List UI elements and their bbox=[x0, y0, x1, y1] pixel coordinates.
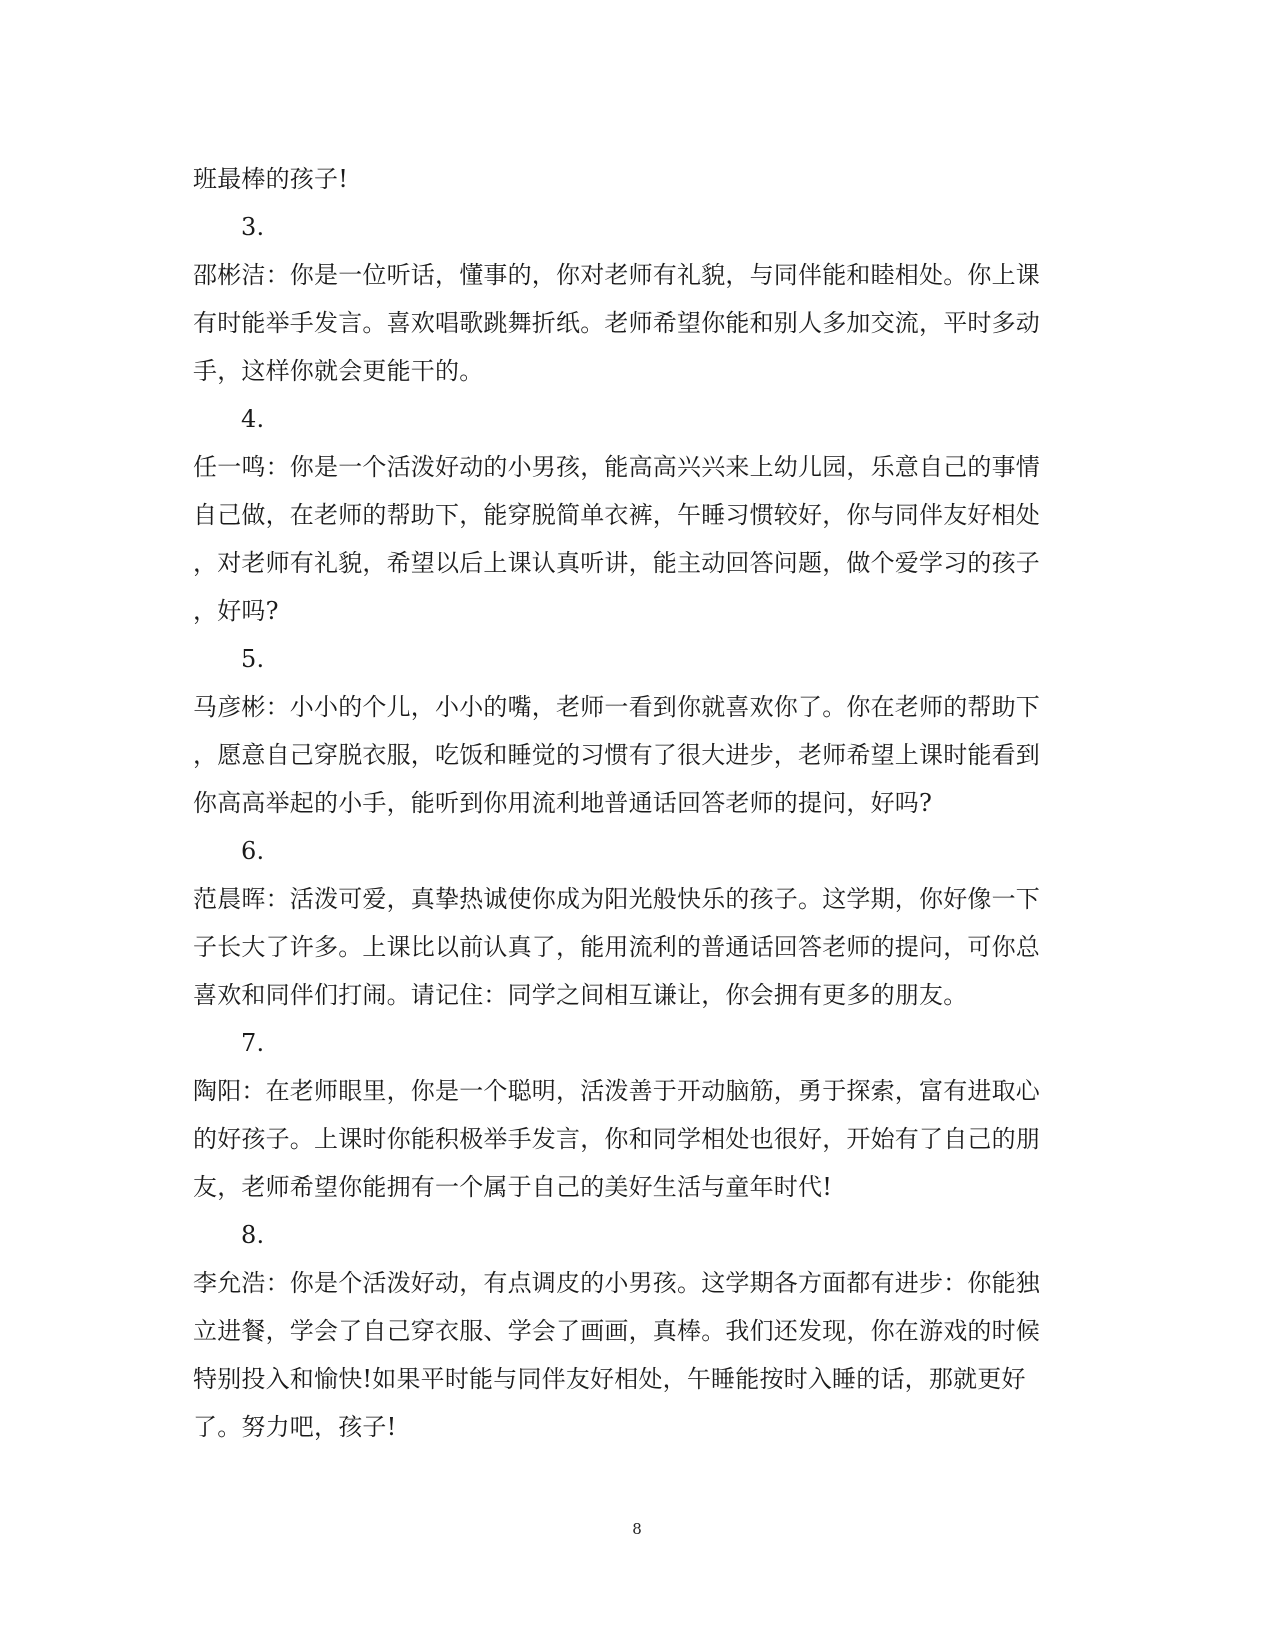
text-line: 班最棒的孩子! bbox=[193, 165, 349, 193]
text-line: 任一鸣：你是一个活泼好动的小男孩，能高高兴兴来上幼儿园，乐意自己的事情 bbox=[193, 453, 1040, 481]
text-line: ，好吗? bbox=[193, 597, 279, 625]
text-line: 你高高举起的小手，能听到你用流利地普通话回答老师的提问，好吗? bbox=[193, 789, 933, 817]
text-line: 的好孩子。上课时你能积极举手发言，你和同学相处也很好，开始有了自己的朋 bbox=[193, 1125, 1040, 1153]
text-line: 陶阳：在老师眼里，你是一个聪明，活泼善于开动脑筋，勇于探索，富有进取心 bbox=[193, 1077, 1040, 1105]
item-number: 5. bbox=[241, 645, 265, 673]
text-line: 喜欢和同伴们打闹。请记住：同学之间相互谦让，你会拥有更多的朋友。 bbox=[193, 981, 968, 1009]
text-line: 特别投入和愉快!如果平时能与同伴友好相处，午睡能按时入睡的话，那就更好 bbox=[193, 1365, 1026, 1393]
text-line: 李允浩：你是个活泼好动，有点调皮的小男孩。这学期各方面都有进步：你能独 bbox=[193, 1269, 1040, 1297]
text-line: 邵彬洁：你是一位听话，懂事的，你对老师有礼貌，与同伴能和睦相处。你上课 bbox=[193, 261, 1040, 289]
text-line: 子长大了许多。上课比以前认真了，能用流利的普通话回答老师的提问，可你总 bbox=[193, 933, 1040, 961]
text-line: ，愿意自己穿脱衣服，吃饭和睡觉的习惯有了很大进步，老师希望上课时能看到 bbox=[193, 741, 1040, 769]
text-line: 范晨晖：活泼可爱，真挚热诚使你成为阳光般快乐的孩子。这学期，你好像一下 bbox=[193, 885, 1040, 913]
item-number: 6. bbox=[241, 837, 265, 865]
text-line: 友，老师希望你能拥有一个属于自己的美好生活与童年时代! bbox=[193, 1173, 833, 1201]
document-body bbox=[193, 155, 1073, 1451]
text-line: 手，这样你就会更能干的。 bbox=[193, 357, 484, 385]
text-line: 有时能举手发言。喜欢唱歌跳舞折纸。老师希望你能和别人多加交流，平时多动 bbox=[193, 309, 1040, 337]
item-number: 4. bbox=[241, 405, 265, 433]
text-line: 自己做，在老师的帮助下，能穿脱简单衣裤，午睡习惯较好，你与同伴友好相处 bbox=[193, 501, 1040, 529]
text-line: 了。努力吧，孩子! bbox=[193, 1413, 397, 1441]
item-number: 3. bbox=[241, 213, 265, 241]
text-line: ，对老师有礼貌，希望以后上课认真听讲，能主动回答问题，做个爱学习的孩子 bbox=[193, 549, 1040, 577]
page-number: 8 bbox=[632, 1520, 642, 1538]
text-line: 马彦彬：小小的个儿，小小的嘴，老师一看到你就喜欢你了。你在老师的帮助下 bbox=[193, 693, 1040, 721]
item-number: 7. bbox=[241, 1029, 265, 1057]
text-line: 立进餐，学会了自己穿衣服、学会了画画，真棒。我们还发现，你在游戏的时候 bbox=[193, 1317, 1040, 1345]
item-number: 8. bbox=[241, 1221, 265, 1249]
